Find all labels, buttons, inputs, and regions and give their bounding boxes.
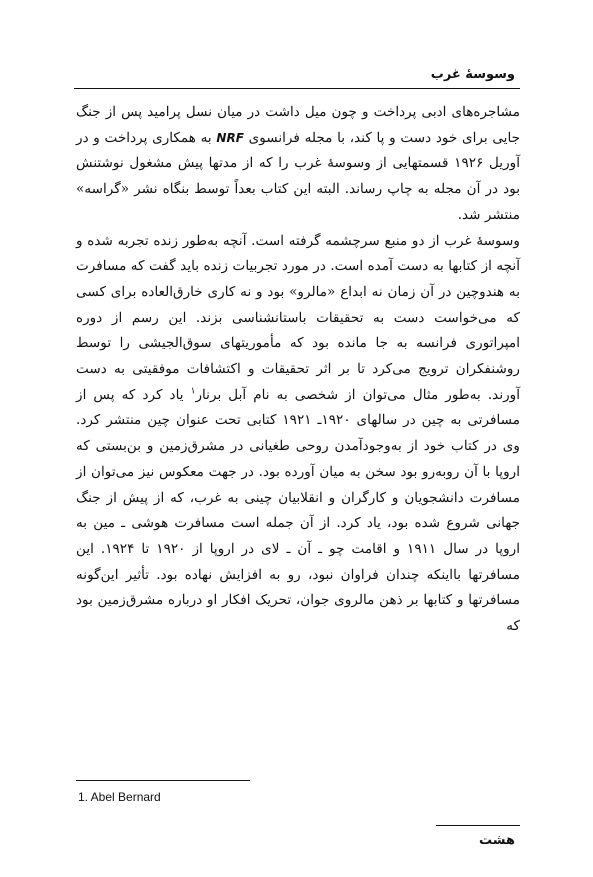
body-text xyxy=(76,100,520,640)
paragraph-2 xyxy=(76,229,520,640)
page-number: هشت xyxy=(478,833,515,848)
paragraph-2-text-a: وسوسهٔ غرب از دو منبع سرچشمه گرفته است. آنچه به‌طور زنده تجربه شده و آنچه از کتابها به دست آمده است. در مورد تجربیات زنده باید گفت که مسافرت به هندوچین در آن زمان نه ابداع «مالرو» بود و نه کاری خارق‌العاده برای کسی که می‌خواست دست به تحقیقات باستانشناسی بزند. این رسم از دوره امپراتوری فرانسه به جا مانده بود که مأموریتهای سوق‌الجیشی را توسط روشنفکران ترویج می‌کرد تا بر اثر تحقیقات و اکتشافات موفقیتی به دست آورند. به‌طور مثال می‌توان از شخصی به نام آبل برنار xyxy=(76,232,521,403)
latin-abbreviation: NRF xyxy=(216,130,244,145)
paragraph-1-text-b: به همکاری پرداخت و در آوریل ۱۹۲۶ قسمتهایی از وسوسهٔ غرب را که از مدتها پیش مشغول نوشتنش بود در آن مجله به چاپ رساند. البته این کتاب بعداً توسط بنگاه نشر «گراسه» منتشر شد. xyxy=(76,129,520,223)
paragraph-1 xyxy=(76,100,520,229)
header-rule xyxy=(74,88,520,89)
footnote-marker: ۱ xyxy=(190,386,196,397)
footnote: 1. Abel Bernard xyxy=(78,790,161,804)
paragraph-2-text-b: یاد کرد که پس از مسافرتی به چین در سالهای ۱۹۲۰ـ ۱۹۲۱ کتابی تحت عنوان چین منتشر کرد. وی در کتاب خود از به‌وجودآمدن روحی طغیانی در مشرق‌زمین و بن‌بستی که اروپا با آن روبه‌رو بود سخن به میان آورده بود. در جهت معکوس نیز می‌توان از مسافرت دانشجویان و کارگران و انقلابیان چینی به غرب، که از پیش از جنگ جهانی شروع شده بود، یاد کرد. از آن جمله است مسافرت هوشی ـ مین به اروپا در سال ۱۹۱۱ و اقامت چو ـ آن ـ لای در اروپا از ۱۹۲۰ تا ۱۹۲۴. این مسافرتها بااینکه چندان فراوان نبود، رو به افزایش نهاده بود. تأثیر این‌گونه مسافرتها و کتابها بر ذهن مالروی جوان، تحریک افکار او درباره مشرق‌زمین بود که xyxy=(76,386,520,635)
running-head: وسوسهٔ غرب xyxy=(430,67,515,82)
paragraph-1-text-a: مشاجره‌های ادبی پرداخت و چون میل داشت در میان نسل پرامید پس از جنگ جایی برای خود دست و پا کند، با مجله فرانسوی xyxy=(76,104,521,146)
folio-rule xyxy=(436,825,520,826)
footnote-rule xyxy=(76,780,250,781)
